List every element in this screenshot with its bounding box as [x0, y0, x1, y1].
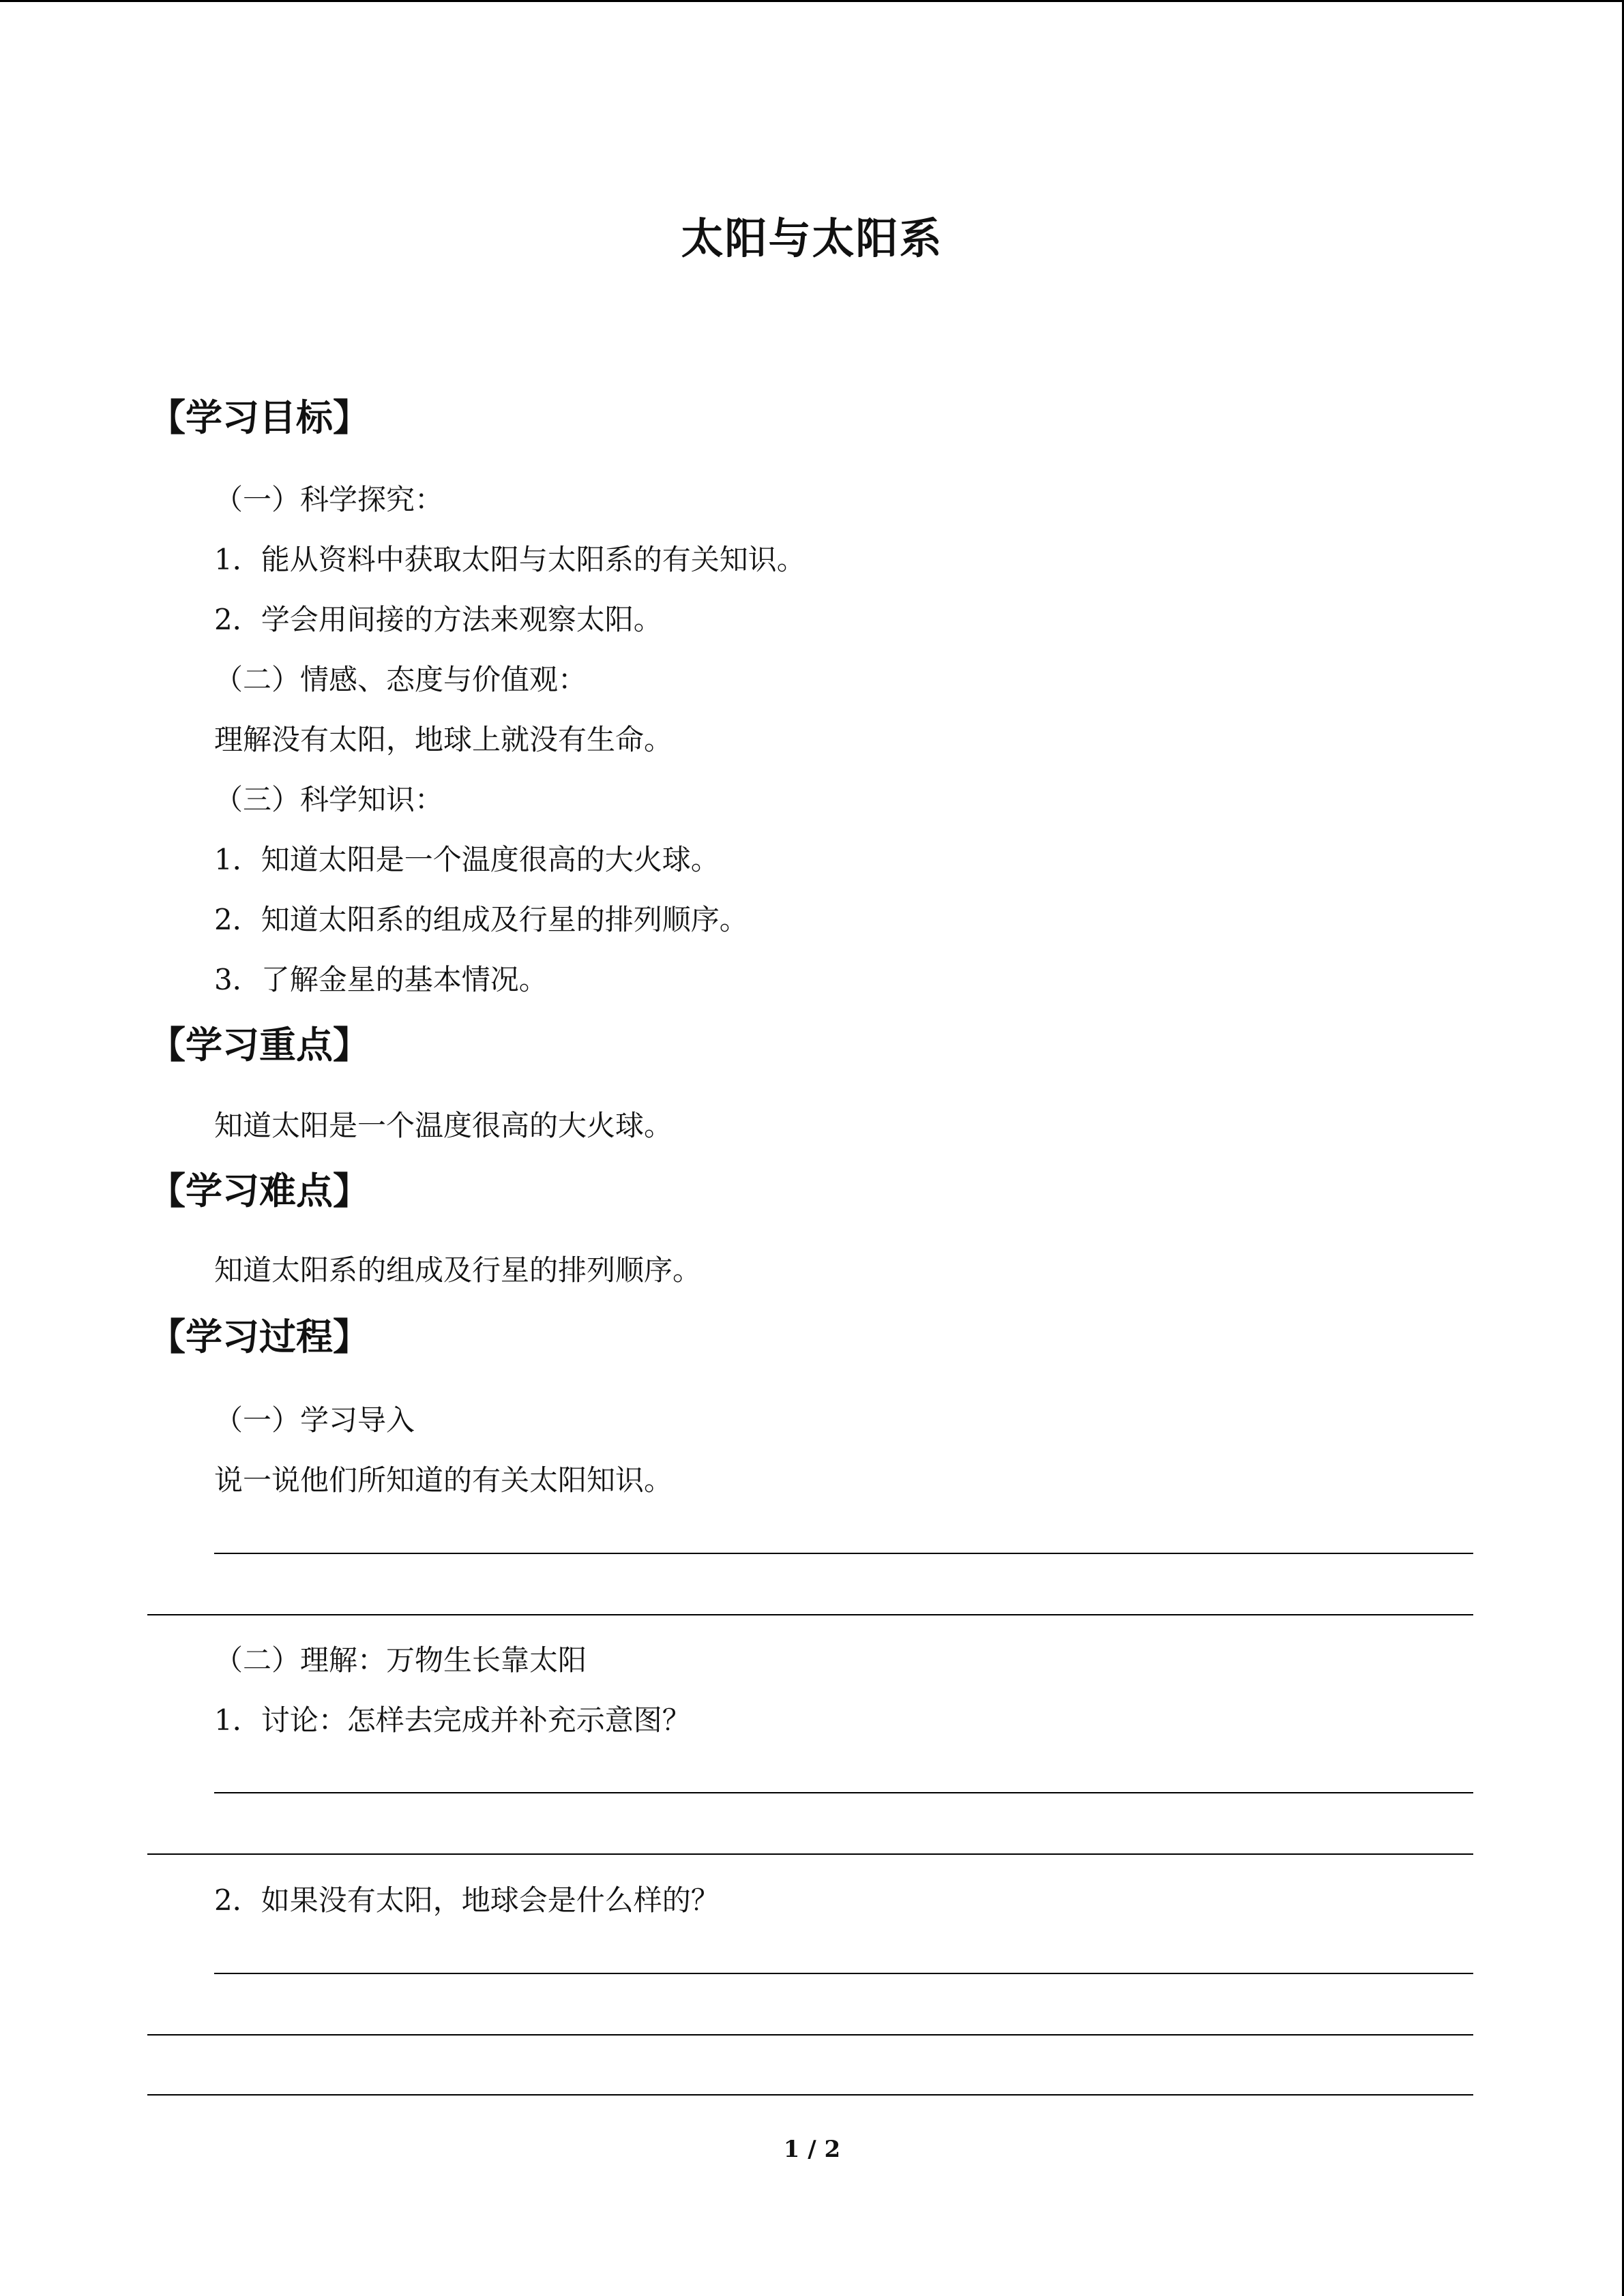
heading-difficulties: 【学习难点】 [149, 1169, 370, 1212]
objective-line: 理解没有太阳，地球上就没有生命。 [214, 723, 673, 756]
answer-line[interactable] [214, 1553, 1473, 1554]
objective-line: （二）情感、态度与价值观： [214, 663, 587, 696]
answer-line[interactable] [214, 1973, 1473, 1974]
objective-line: 3．了解金星的基本情况。 [214, 963, 548, 996]
key-points-text: 知道太阳是一个温度很高的大火球。 [214, 1109, 673, 1142]
objective-line: （三）科学知识： [214, 783, 444, 816]
objective-line: 1．能从资料中获取太阳与太阳系的有关知识。 [214, 543, 806, 576]
answer-line[interactable] [214, 1792, 1473, 1793]
process-intro-prompt: 说一说他们所知道的有关太阳知识。 [214, 1463, 673, 1497]
objective-line: 2．知道太阳系的组成及行星的排列顺序。 [214, 903, 748, 936]
process-question-2: 2．如果没有太阳，地球会是什么样的？ [214, 1883, 720, 1917]
answer-line[interactable] [147, 1853, 1473, 1855]
answer-line[interactable] [147, 2094, 1473, 2096]
process-question-1: 1．讨论：怎样去完成并补充示意图？ [214, 1703, 691, 1737]
objective-line: （一）科学探究： [214, 483, 444, 516]
heading-process: 【学习过程】 [149, 1315, 370, 1358]
heading-objectives: 【学习目标】 [149, 396, 370, 439]
process-intro-label: （一）学习导入 [214, 1403, 415, 1437]
heading-key-points: 【学习重点】 [149, 1024, 370, 1067]
objective-line: 1．知道太阳是一个温度很高的大火球。 [214, 843, 720, 876]
page-border-top [0, 0, 1624, 2]
objective-line: 2．学会用间接的方法来观察太阳。 [214, 603, 662, 636]
answer-line[interactable] [147, 1614, 1473, 1615]
process-part2-label: （二）理解：万物生长靠太阳 [214, 1643, 587, 1677]
page-title: 太阳与太阳系 [681, 213, 943, 263]
answer-line[interactable] [147, 2034, 1473, 2036]
difficulties-text: 知道太阳系的组成及行星的排列顺序。 [214, 1253, 702, 1287]
page-number: 1 / 2 [783, 2136, 841, 2163]
